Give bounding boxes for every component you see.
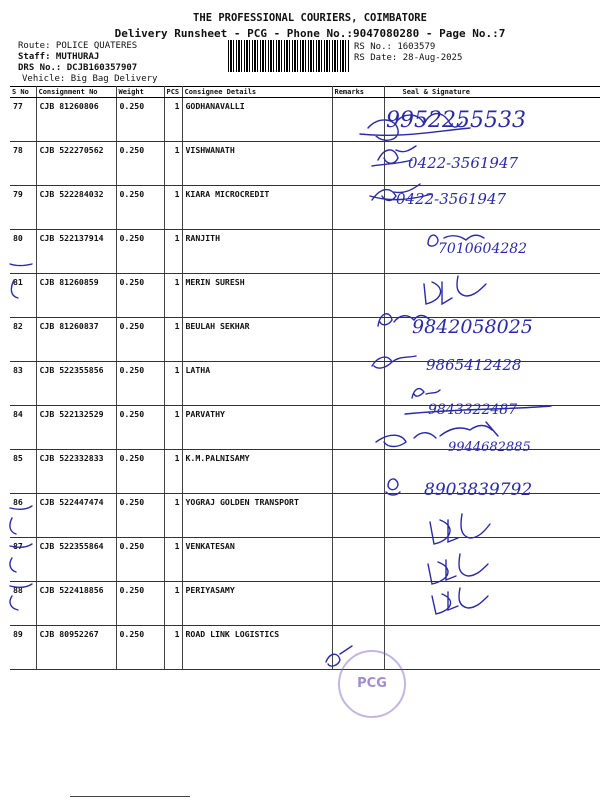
table-row xyxy=(10,538,600,582)
table-row xyxy=(10,494,600,538)
phone-84: 9843322487 xyxy=(428,402,518,418)
row-pcs: 1 xyxy=(164,362,182,406)
row-weight: 0.250 xyxy=(116,274,164,318)
row-pcs: 1 xyxy=(164,538,182,582)
col-consignee: Consignee Details xyxy=(182,87,332,98)
table-header-row xyxy=(10,87,600,98)
table-row xyxy=(10,362,600,406)
row-remarks xyxy=(332,230,384,274)
row-consignee: KIARA MICROCREDIT xyxy=(182,186,332,230)
col-consignment: Consignment No xyxy=(36,87,116,98)
row-remarks xyxy=(332,582,384,626)
row-signature xyxy=(384,450,600,494)
row-pcs: 1 xyxy=(164,230,182,274)
row-consignment: CJB 81260806 xyxy=(36,98,116,142)
row-consignee: K.M.PALNISAMY xyxy=(182,450,332,494)
row-consignee: PERIYASAMY xyxy=(182,582,332,626)
row-consignee: VENKATESAN xyxy=(182,538,332,582)
table-row xyxy=(10,406,600,450)
row-weight: 0.250 xyxy=(116,626,164,670)
phone-79: 0422-3561947 xyxy=(396,190,507,208)
row-weight: 0.250 xyxy=(116,582,164,626)
row-pcs: 1 xyxy=(164,186,182,230)
phone-80: 7010604282 xyxy=(438,241,528,257)
row-weight: 0.250 xyxy=(116,494,164,538)
table-row xyxy=(10,98,600,142)
row-remarks xyxy=(332,538,384,582)
row-signature xyxy=(384,98,600,142)
row-signature xyxy=(384,626,600,670)
row-weight: 0.250 xyxy=(116,230,164,274)
vehicle-label: Vehicle: Big Bag Delivery xyxy=(22,74,158,84)
row-sno: 80 xyxy=(10,230,36,274)
row-weight: 0.250 xyxy=(116,142,164,186)
row-consignee: RANJITH xyxy=(182,230,332,274)
row-signature xyxy=(384,538,600,582)
row-remarks xyxy=(332,98,384,142)
pcg-stamp: PCG xyxy=(338,650,406,718)
runsheet-table xyxy=(10,86,600,670)
row-pcs: 1 xyxy=(164,98,182,142)
row-weight: 0.250 xyxy=(116,98,164,142)
row-consignee: ROAD LINK LOGISTICS xyxy=(182,626,332,670)
col-pcs: PCS xyxy=(164,87,182,98)
row-pcs: 1 xyxy=(164,450,182,494)
row-signature xyxy=(384,142,600,186)
row-sno: 84 xyxy=(10,406,36,450)
row-signature xyxy=(384,582,600,626)
phone-82: 9842058025 xyxy=(412,316,533,338)
row-consignee: PARVATHY xyxy=(182,406,332,450)
row-sno: 79 xyxy=(10,186,36,230)
row-sno: 85 xyxy=(10,450,36,494)
row-weight: 0.250 xyxy=(116,406,164,450)
table-row xyxy=(10,626,600,670)
row-pcs: 1 xyxy=(164,626,182,670)
row-weight: 0.250 xyxy=(116,362,164,406)
row-pcs: 1 xyxy=(164,274,182,318)
row-weight: 0.250 xyxy=(116,186,164,230)
phone-77: 9952255533 xyxy=(386,108,526,133)
phone-86: 8903839792 xyxy=(424,480,533,500)
row-pcs: 1 xyxy=(164,318,182,362)
footer-divider xyxy=(70,796,190,797)
row-consignment: CJB 522270562 xyxy=(36,142,116,186)
table-row xyxy=(10,274,600,318)
row-signature xyxy=(384,186,600,230)
row-remarks xyxy=(332,362,384,406)
row-signature xyxy=(384,362,600,406)
row-pcs: 1 xyxy=(164,406,182,450)
row-pcs: 1 xyxy=(164,142,182,186)
company-name: THE PROFESSIONAL COURIERS, COIMBATORE xyxy=(193,12,427,24)
row-remarks xyxy=(332,406,384,450)
phone-85: 9944682885 xyxy=(448,440,531,455)
row-sno: 77 xyxy=(10,98,36,142)
row-remarks xyxy=(332,318,384,362)
drs-number: DRS No.: DCJB160357907 xyxy=(18,63,138,73)
row-sno: 89 xyxy=(10,626,36,670)
row-consignee: LATHA xyxy=(182,362,332,406)
table-row xyxy=(10,582,600,626)
row-consignment: CJB 81260837 xyxy=(36,318,116,362)
row-consignment: CJB 80952267 xyxy=(36,626,116,670)
col-remarks: Remarks xyxy=(332,87,384,98)
col-signature: Seal & Signature xyxy=(384,87,600,98)
row-pcs: 1 xyxy=(164,494,182,538)
row-consignment: CJB 522137914 xyxy=(36,230,116,274)
row-sno: 88 xyxy=(10,582,36,626)
table-row xyxy=(10,450,600,494)
row-remarks xyxy=(332,450,384,494)
row-consignment: CJB 522355864 xyxy=(36,538,116,582)
col-sno: S No xyxy=(10,87,36,98)
row-consignment: CJB 522332833 xyxy=(36,450,116,494)
row-consignment: CJB 81260859 xyxy=(36,274,116,318)
row-signature xyxy=(384,494,600,538)
row-sno: 86 xyxy=(10,494,36,538)
row-sno: 83 xyxy=(10,362,36,406)
row-signature xyxy=(384,406,600,450)
rs-number: RS No.: 1603579 xyxy=(354,42,436,52)
row-consignment: CJB 522447474 xyxy=(36,494,116,538)
row-remarks xyxy=(332,626,384,670)
table-row xyxy=(10,230,600,274)
row-signature xyxy=(384,230,600,274)
row-weight: 0.250 xyxy=(116,450,164,494)
row-weight: 0.250 xyxy=(116,318,164,362)
row-consignment: CJB 522418856 xyxy=(36,582,116,626)
row-consignment: CJB 522355856 xyxy=(36,362,116,406)
row-signature xyxy=(384,274,600,318)
row-sno: 87 xyxy=(10,538,36,582)
phone-78: 0422-3561947 xyxy=(408,154,519,172)
row-consignee: GODHANAVALLI xyxy=(182,98,332,142)
barcode xyxy=(228,40,350,72)
table-row xyxy=(10,142,600,186)
col-weight: Weight xyxy=(116,87,164,98)
row-consignee: MERIN SURESH xyxy=(182,274,332,318)
row-remarks xyxy=(332,186,384,230)
row-pcs: 1 xyxy=(164,582,182,626)
row-consignment: CJB 522284032 xyxy=(36,186,116,230)
row-consignee: BEULAH SEKHAR xyxy=(182,318,332,362)
table-row xyxy=(10,318,600,362)
row-sno: 78 xyxy=(10,142,36,186)
row-remarks xyxy=(332,142,384,186)
row-sno: 82 xyxy=(10,318,36,362)
row-signature xyxy=(384,318,600,362)
row-consignee: YOGRAJ GOLDEN TRANSPORT xyxy=(182,494,332,538)
table-row xyxy=(10,186,600,230)
phone-83: 9865412428 xyxy=(426,356,522,374)
row-weight: 0.250 xyxy=(116,538,164,582)
row-consignee: VISHWANATH xyxy=(182,142,332,186)
row-sno: 81 xyxy=(10,274,36,318)
rs-date: RS Date: 28-Aug-2025 xyxy=(354,53,463,63)
row-consignment: CJB 522132529 xyxy=(36,406,116,450)
runsheet-title: Delivery Runsheet - PCG - Phone No.:9047080280 - Page No.:7 xyxy=(114,27,506,40)
row-remarks xyxy=(332,494,384,538)
row-remarks xyxy=(332,274,384,318)
staff-label: Staff: MUTHURAJ xyxy=(18,52,100,62)
route-label: Route: POLICE QUATERES xyxy=(18,41,138,51)
